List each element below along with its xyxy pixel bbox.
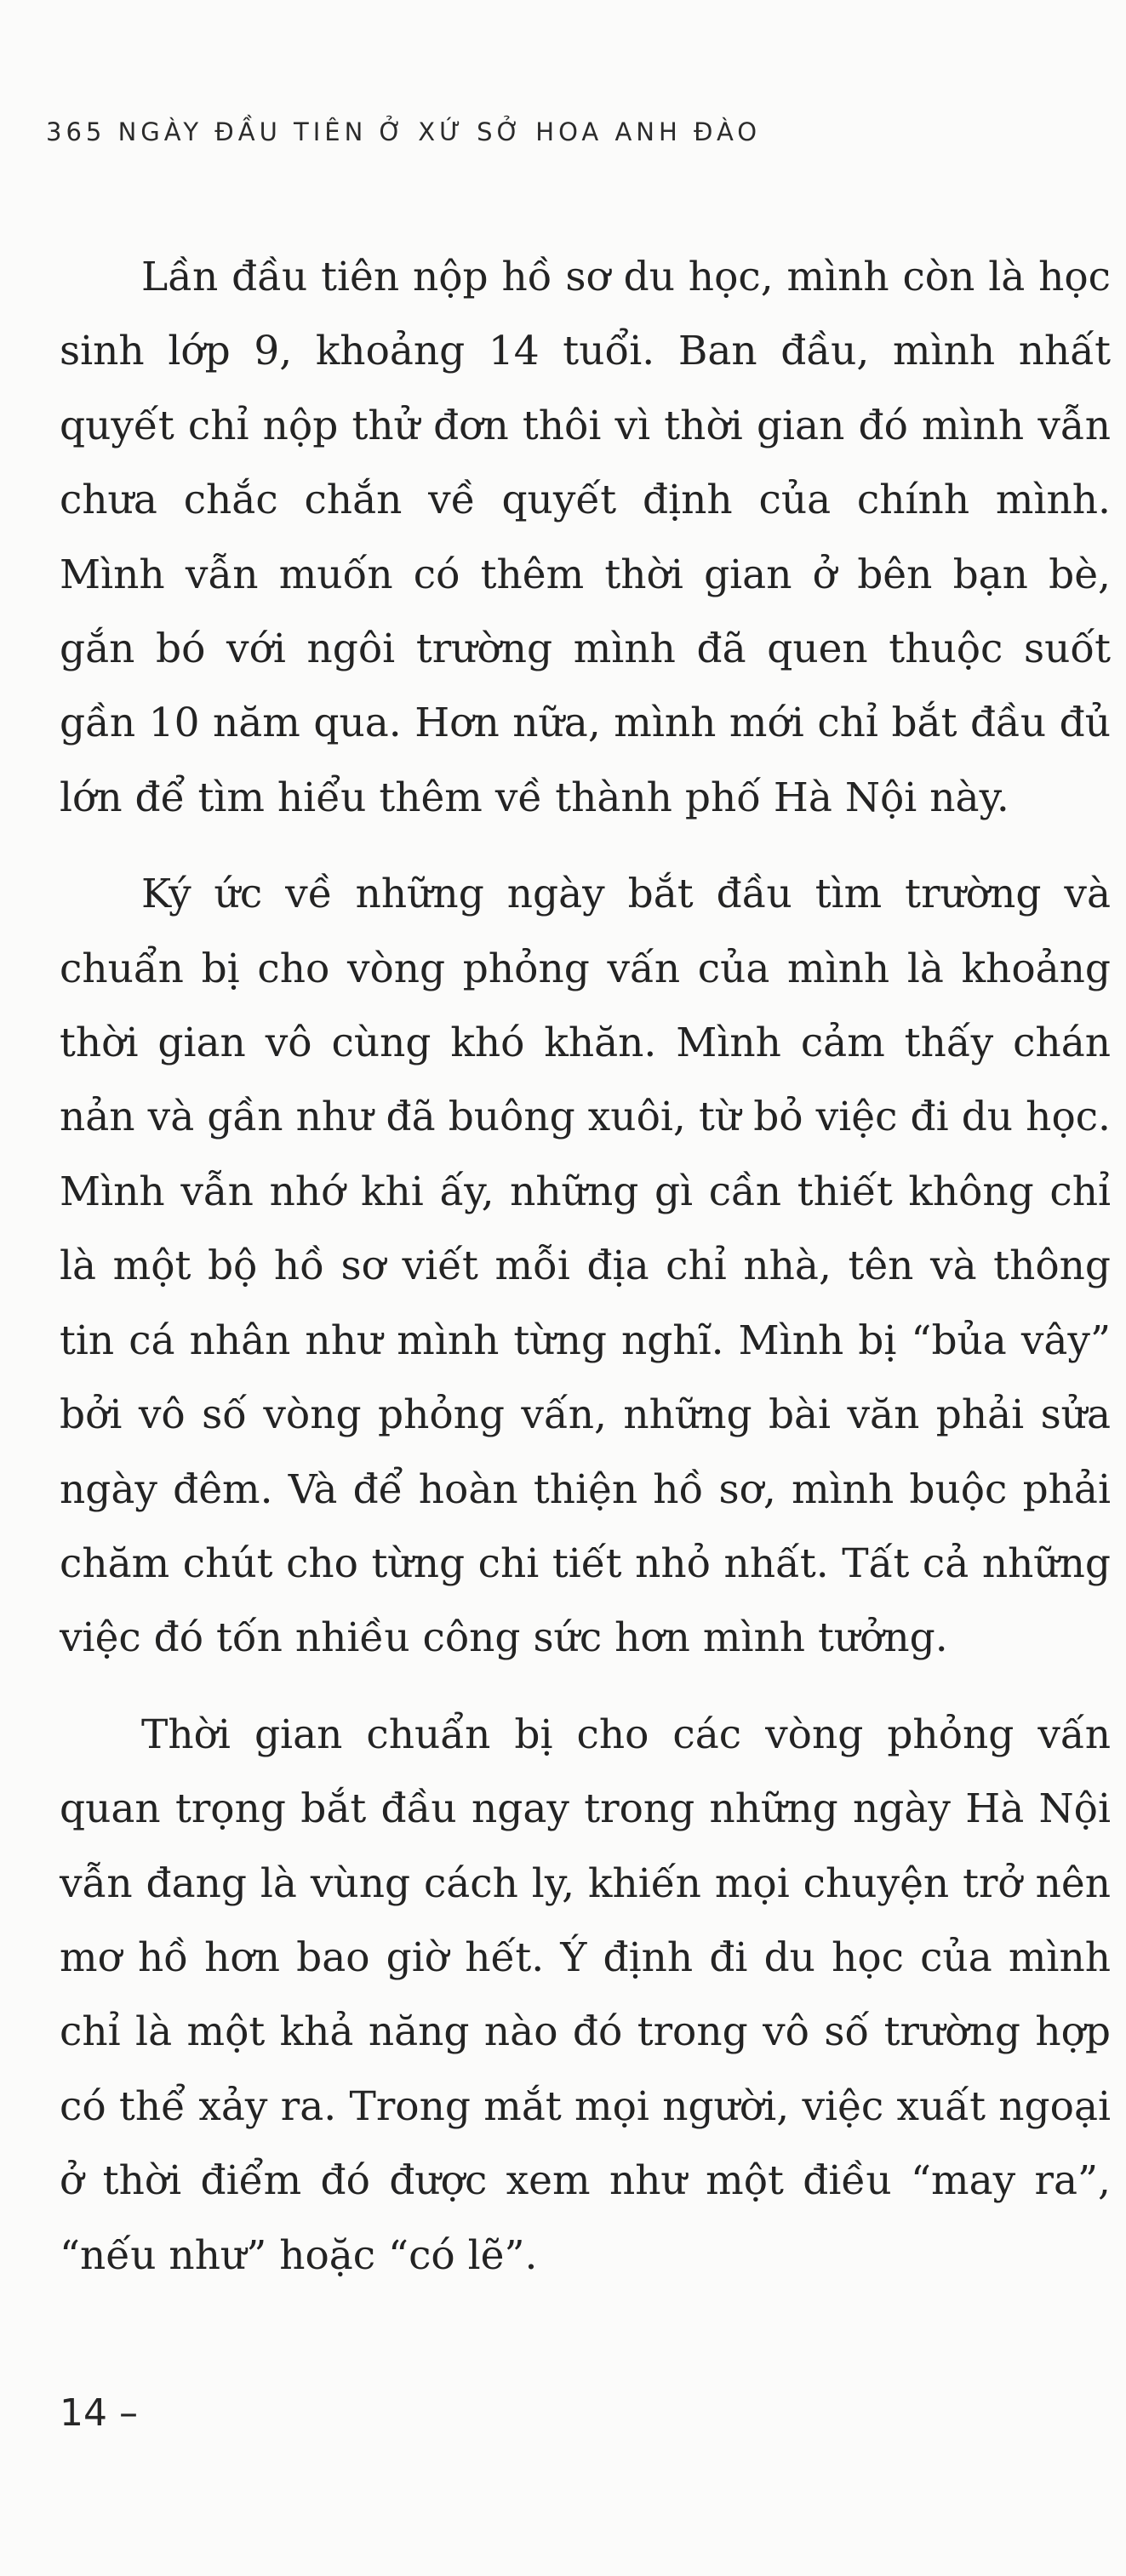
page-number: 14 – bbox=[60, 2391, 138, 2435]
paragraph: Lần đầu tiên nộp hồ sơ du học, mình còn là học sinh lớp 9, khoảng 14 tuổi. Ban đầu, mình nhất quyết chỉ nộp thử đơn thôi vì thời gian đó mình vẫn chưa chắc chắn về quyết định của chính mình. Mình vẫn muốn có thêm thời gian ở bên bạn bè, gắn bó với ngôi trường mình đã quen thuộc suốt gần 10 năm qua. Hơn nữa, mình mới chỉ bắt đầu đủ lớn để tìm hiểu thêm về thành phố Hà Nội này. bbox=[60, 254, 1111, 821]
running-header: 365 NGÀY ĐẦU TIÊN Ở XỨ SỞ HOA ANH ĐÀO bbox=[46, 117, 762, 146]
paragraph: Thời gian chuẩn bị cho các vòng phỏng vấn quan trọng bắt đầu ngay trong những ngày Hà Nội vẫn đang là vùng cách ly, khiến mọi chuyện trở nên mơ hồ hơn bao giờ hết. Ý định đi du học của mình chỉ là một khả năng nào đó trong vô số trường hợp có thể xảy ra. Trong mắt mọi người, việc xuất ngoại ở thời điểm đó được xem như một điều “may ra”, “nếu như” hoặc “có lẽ”. bbox=[60, 1711, 1111, 2279]
body-text bbox=[60, 240, 1111, 2293]
paragraph: Ký ức về những ngày bắt đầu tìm trường và chuẩn bị cho vòng phỏng vấn của mình là khoảng thời gian vô cùng khó khăn. Mình cảm thấy chán nản và gần như đã buông xuôi, từ bỏ việc đi du học. Mình vẫn nhớ khi ấy, những gì cần thiết không chỉ là một bộ hồ sơ viết mỗi địa chỉ nhà, tên và thông tin cá nhân như mình từng nghĩ. Mình bị “bủa vây” bởi vô số vòng phỏng vấn, những bài văn phải sửa ngày đêm. Và để hoàn thiện hồ sơ, mình buộc phải chăm chút cho từng chi tiết nhỏ nhất. Tất cả những việc đó tốn nhiều công sức hơn mình tưởng. bbox=[60, 871, 1111, 1662]
